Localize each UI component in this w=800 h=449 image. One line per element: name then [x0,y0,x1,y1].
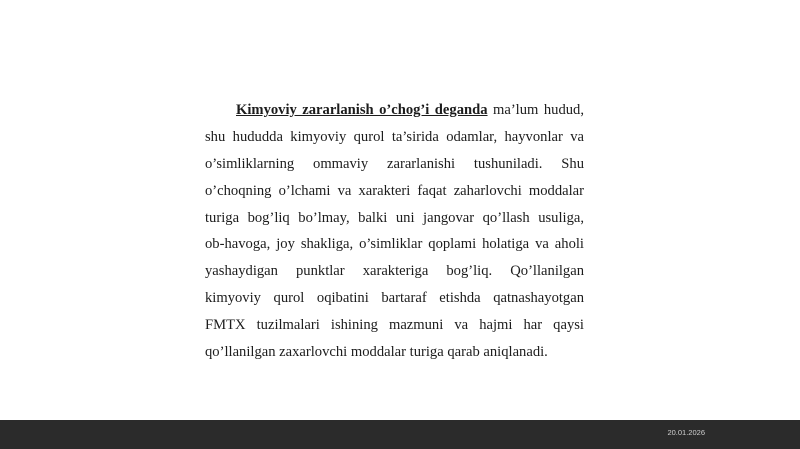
paragraph-line-4: o’choqning o’lchami va xarakteri faqat zaharlovchi moddalar [205,182,584,199]
taskbar-date[interactable]: 20.01.2026 [667,428,705,437]
paragraph-line-2: shu hududda kimyoviy qurol ta’sirida odamlar, hayvonlar va [205,128,584,145]
paragraph-line-9: FMTX tuzilmalari ishining mazmuni va hajmi har qaysi [205,317,584,334]
paragraph-line-3: o’simliklarning ommaviy zararlanishi tushuniladi. Shu [205,155,584,172]
paragraph-line-10: qo’llanilgan zaxarlovchi moddalar turiga qarab aniqlanadi. [205,344,548,361]
paragraph-line-7: yashaydigan punktlar xarakteriga bog’liq. Qo’llanilgan [205,263,584,280]
paragraph-line-1 [205,97,584,124]
line-text: ma’lum hudud, [487,102,584,118]
definition-term: Kimyoviy zararlanish o’chog’i deganda [236,102,488,118]
paragraph-line-6: ob-havoga, joy shakliga, o’simliklar qoplami holatiga va aholi [205,236,584,253]
taskbar [0,420,800,449]
paragraph [205,97,584,366]
paragraph-line-8: kimyoviy qurol oqibatini bartaraf etishda qatnashayotgan [205,290,584,307]
paragraph-line-5: turiga bog’liq bo’lmay, balki uni jangovar qo’llash usuliga, [205,209,584,226]
